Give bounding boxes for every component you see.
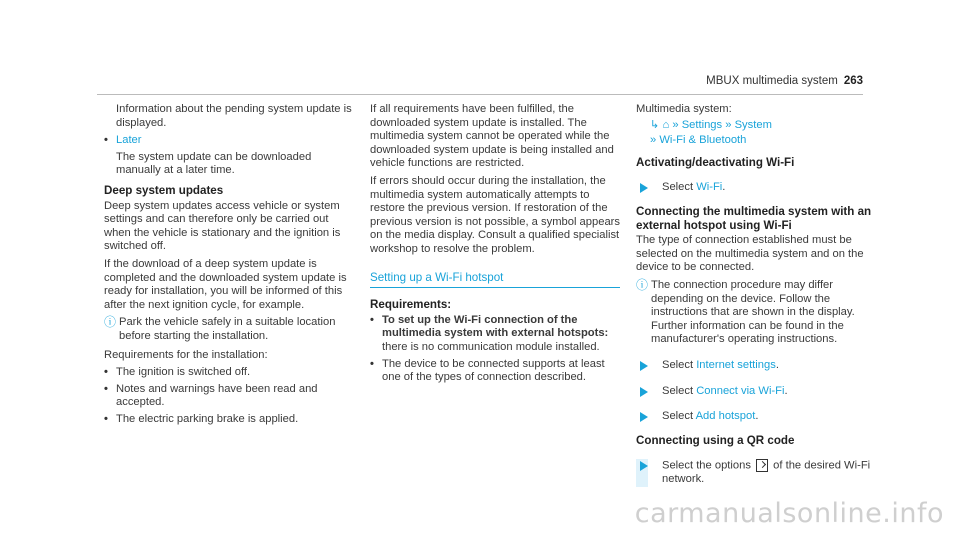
intro-text: Information about the pending system update is displayed. <box>116 103 352 129</box>
section-title: Setting up a Wi-Fi hotspot <box>370 271 620 289</box>
action-arrow-icon <box>640 387 648 397</box>
step-text: Select <box>662 410 696 423</box>
later-option <box>104 134 354 148</box>
error-text: If errors should occur during the installation, the multimedia system automatically attempts to restore the previous version. If restoration of the previous version is not possible, a symbol appears on the media display. Consult a qualified specialist workshop to resolve the problem. <box>370 174 620 255</box>
step-text: . <box>784 384 788 397</box>
settings-link[interactable]: Settings <box>681 118 723 131</box>
deep-updates-heading: Deep system updates <box>104 183 224 197</box>
deep-updates-text: Deep system updates access vehicle or system settings and can therefore only be carried out when the vehicle is stationary and the ignition is switched off. <box>104 199 341 253</box>
step-text: . <box>755 410 759 423</box>
system-link[interactable]: System <box>734 118 772 131</box>
menu-path <box>636 119 886 133</box>
later-link[interactable]: Later <box>116 134 142 147</box>
column-right <box>636 103 886 497</box>
page-number: 263 <box>843 75 863 87</box>
wifi-link[interactable]: Wi-Fi <box>696 181 723 194</box>
step-select-wifi <box>636 181 886 195</box>
requirements-intro: Requirements for the installation: <box>104 348 268 361</box>
activate-wifi-heading: Activating/deactivating Wi-Fi <box>636 155 795 169</box>
step-text: of the desired Wi-Fi network. <box>662 459 871 486</box>
column-middle <box>370 103 620 388</box>
info-text: Park the vehicle safely in a suitable location before starting the installation. <box>119 316 336 342</box>
requirement-text: there is no communication module installed. <box>382 340 600 353</box>
list-item: • Notes and warnings have been read and accepted. <box>104 383 354 410</box>
path-arrow-icon: » <box>650 134 657 147</box>
requirement-bold: To set up the Wi-Fi connection of the multimedia system with external hotspots: <box>382 313 609 340</box>
page-header <box>706 75 863 89</box>
deep-updates-text-2: If the download of a deep system update is completed and the downloaded system update is ready for installation, you will be informed of this after the next ignition cycle, for example. <box>104 257 347 311</box>
step-add-hotspot <box>636 410 886 424</box>
connect-wifi-link[interactable]: Connect via Wi-Fi <box>696 384 785 397</box>
later-text: The system update can be downloaded manually at a later time. <box>116 150 312 177</box>
connect-text: The type of connection established must be selected on the multimedia system and on the device to be connected. <box>636 234 864 274</box>
add-hotspot-link[interactable]: Add hotspot <box>695 410 756 423</box>
list-item: • The device to be connected supports at least one of the types of connection described. <box>370 358 620 385</box>
step-text: Select <box>662 358 697 371</box>
action-arrow-icon <box>640 361 648 371</box>
info-text: The connection procedure may differ depending on the device. Follow the instructions that are shown in the display. Further information can be found in the manufacturer's operating instructions. <box>651 278 855 346</box>
install-text: If all requirements have been fulfilled, the downloaded system update is installed. The multimedia system cannot be operated while the downloaded system update is being installed and vehicle functions are restricted. <box>370 103 614 170</box>
wifi-bluetooth-link[interactable]: Wi-Fi & Bluetooth <box>659 134 747 147</box>
step-text: Select <box>662 384 697 397</box>
list-item <box>370 314 620 355</box>
watermark: carmanualsonline.info <box>634 498 944 530</box>
step-text: . <box>775 358 779 371</box>
path-arrow-icon: » <box>672 118 679 131</box>
step-internet-settings <box>636 359 886 373</box>
step-text: . <box>722 181 726 194</box>
connect-hotspot-heading: Connecting the multimedia system with an external hotspot using Wi-Fi <box>636 204 872 232</box>
path-arrow-icon: » <box>725 118 732 131</box>
step-select-options <box>636 459 886 487</box>
internet-settings-link[interactable]: Internet settings <box>696 358 776 371</box>
options-icon[interactable] <box>756 459 768 472</box>
list-item: • The ignition is switched off. <box>104 366 354 380</box>
header-title: MBUX multimedia system <box>706 75 838 87</box>
action-arrow-icon <box>640 461 648 471</box>
action-arrow-icon <box>640 412 648 422</box>
step-text: Select <box>662 181 697 194</box>
requirements-heading: Requirements: <box>370 298 452 312</box>
menu-path-2 <box>636 134 886 148</box>
qr-heading: Connecting using a QR code <box>636 433 795 447</box>
step-text: Select the options <box>662 459 751 472</box>
home-icon[interactable]: ⌂ <box>662 118 670 131</box>
info-icon: ⓘ <box>104 315 117 330</box>
column-left <box>104 103 354 429</box>
info-note <box>104 316 354 343</box>
action-arrow-icon <box>640 183 648 193</box>
header-divider <box>97 94 863 95</box>
multimedia-label: Multimedia system: <box>636 103 732 115</box>
info-note <box>636 279 886 347</box>
list-item: • The electric parking brake is applied. <box>104 413 354 427</box>
step-connect-wifi <box>636 385 886 399</box>
info-icon: ⓘ <box>636 277 649 292</box>
path-arrow-icon: ↳ <box>650 118 660 131</box>
